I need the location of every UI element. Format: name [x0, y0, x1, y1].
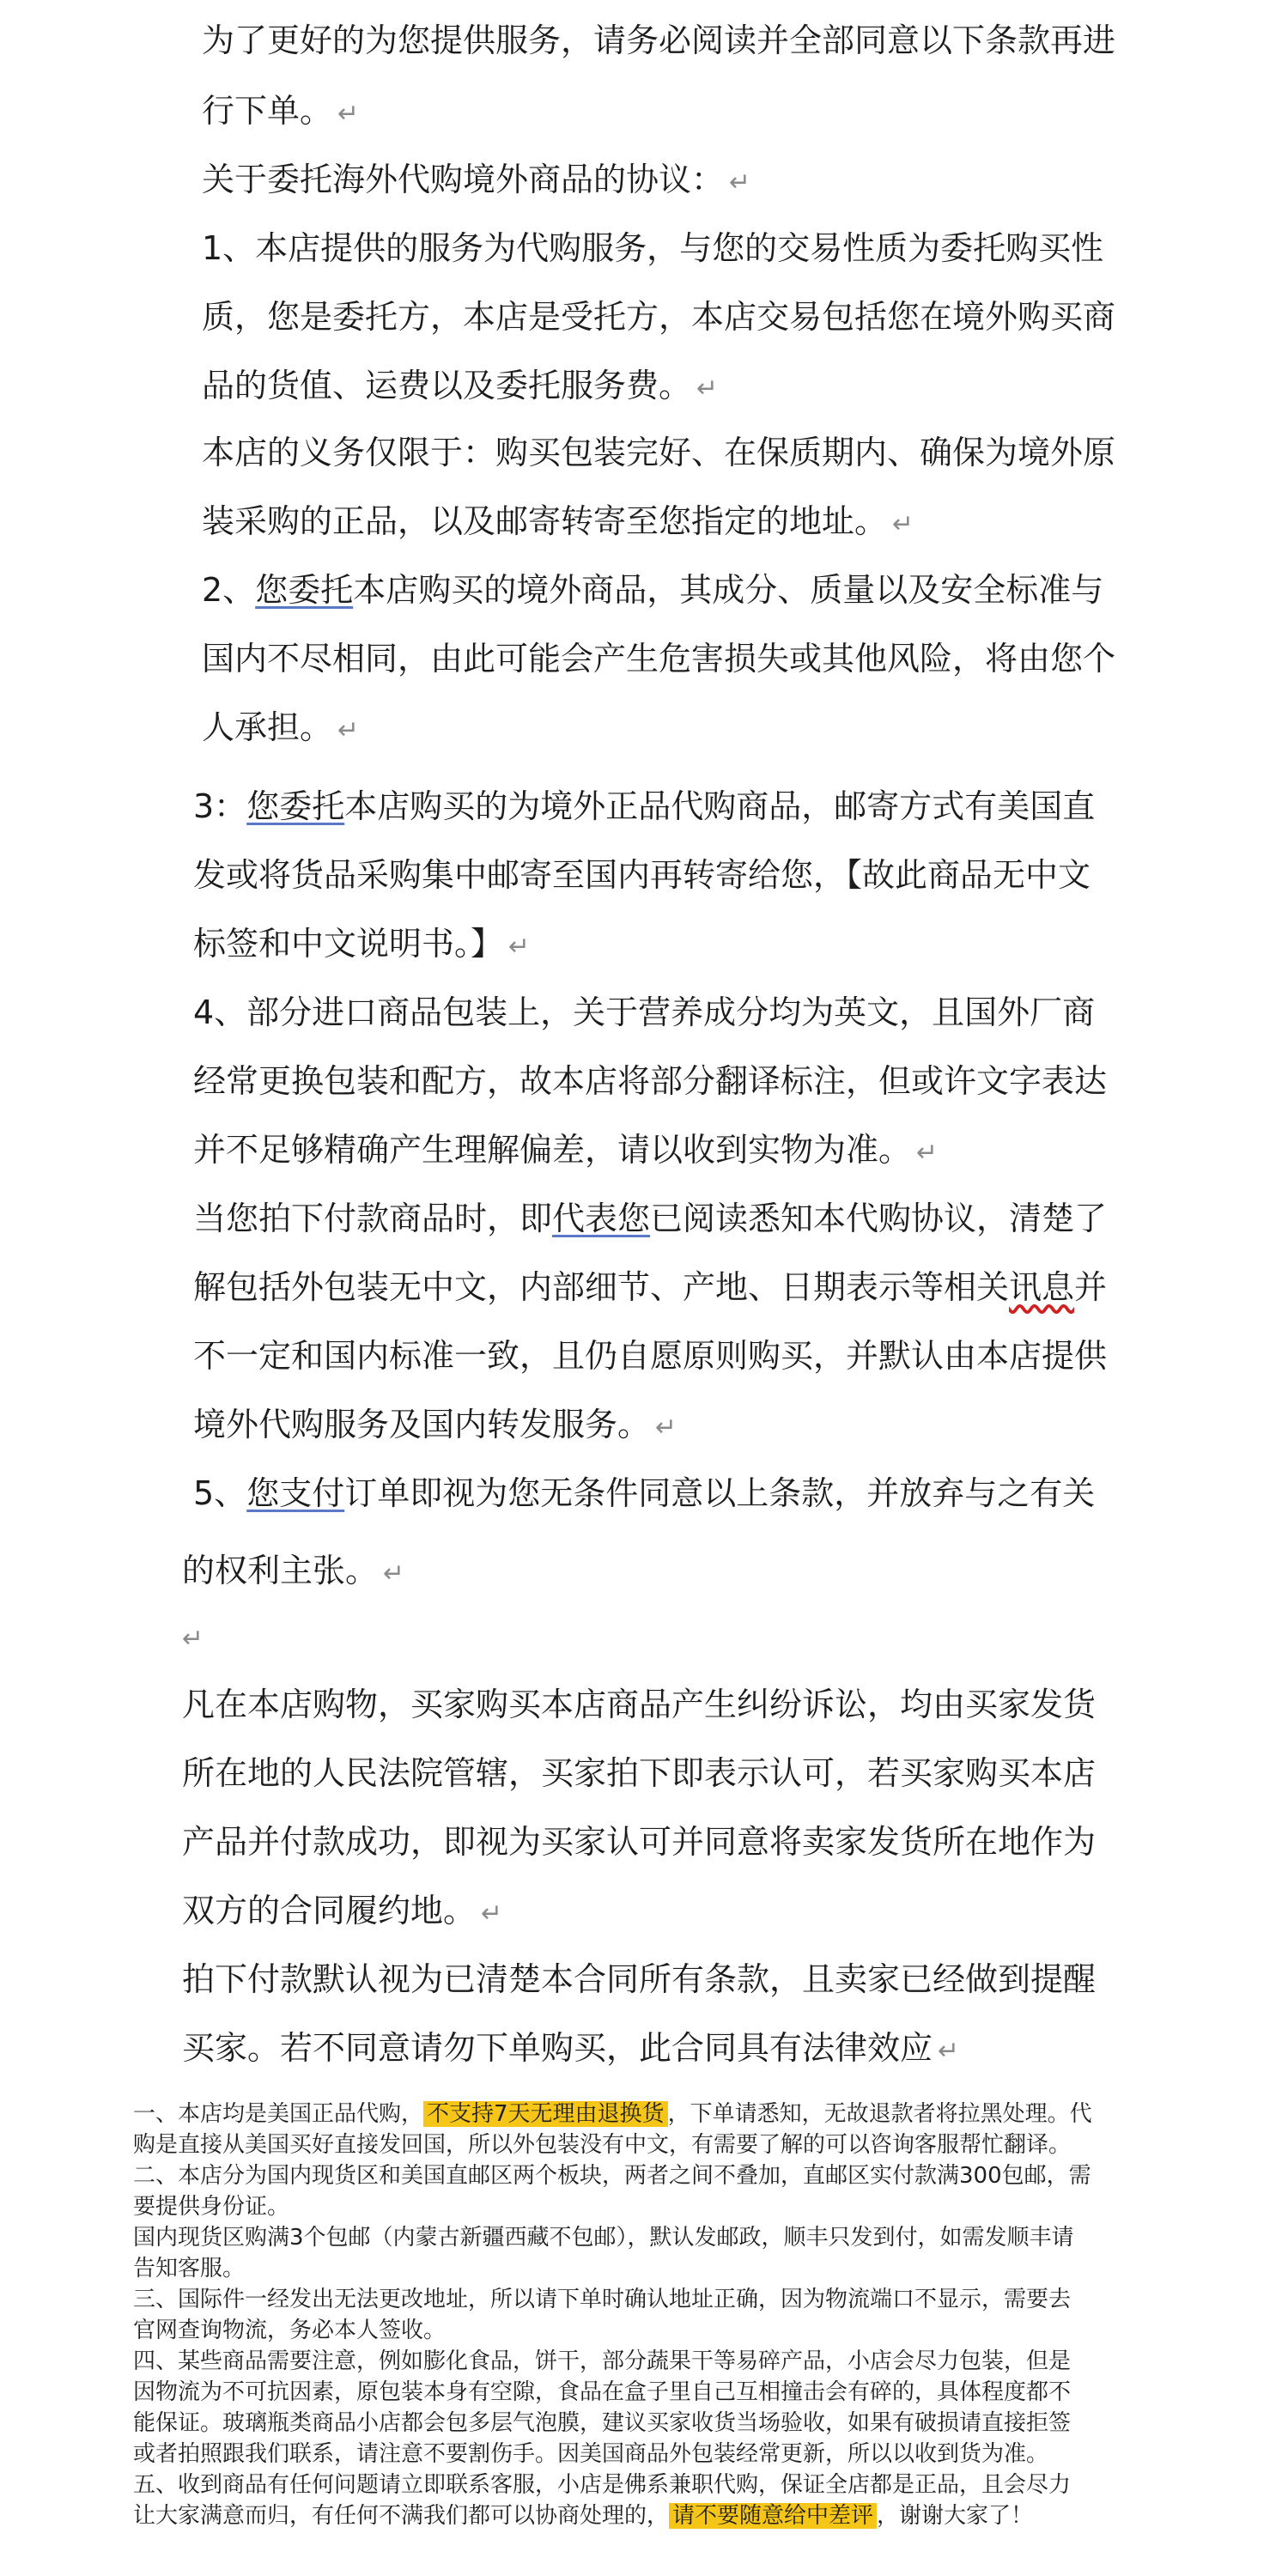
clause3-line-3: 标签和中文说明书。】 ↵ [193, 925, 531, 963]
obligation-line-2: 装采购的正品，以及邮寄转寄至您指定的地址。 ↵ [202, 502, 914, 540]
clause5-line-2: 的权利主张。 ↵ [182, 1552, 405, 1589]
return-mark-icon: ↵ [337, 99, 360, 129]
return-mark-icon: ↵ [696, 374, 719, 404]
intro-line-1: 为了更好的为您提供服务，请务必阅读并全部同意以下条款再进 [202, 21, 1116, 59]
notice-item1-line-1: 一、本店均是美国正品代购， 不支持7天无理由退换货 ，下单请悉知，无故退款者将拉黑处理。代 [133, 2101, 1092, 2127]
notice-item4-line-4: 或者拍照跟我们联系，请注意不要割伤手。因美国商品外包装经常更新，所以以收到货为准。 [133, 2441, 1049, 2467]
underlined-phrase: 您委托 [246, 787, 345, 825]
clause3-line-1: 3：您委托本店购买的为境外正品代购商品，邮寄方式有美国直 [193, 787, 1096, 825]
notice-domestic-line-2: 告知客服。 [133, 2256, 246, 2281]
clause2-line-3: 人承担。 ↵ [202, 708, 360, 746]
notice-domestic-line-1: 国内现货区购满3个包邮（内蒙古新疆西藏不包邮），默认发邮政，顺丰只发到付，如需发顺丰请 [133, 2225, 1074, 2251]
return-mark-icon: ↵ [729, 167, 751, 197]
notice-item4-line-3: 能保证。玻璃瓶类商品小店都会包多层气泡膜，建议买家收货当场验收，如果有破损请直接拒签 [133, 2410, 1072, 2436]
notice-item5-line-2: 让大家满意而归，有任何不满我们都可以协商处理的， 请不要随意给中差评 ，谢谢大家了！ [133, 2503, 1034, 2529]
notice-item4-line-1: 四、某些商品需要注意，例如膨化食品，饼干，部分蔬果干等易碎产品，小店会尽力包装，但是 [133, 2348, 1072, 2374]
payment-line-2: 解包括外包装无中文，内部细节、产地、日期表示等相关讯息并 [193, 1268, 1108, 1306]
return-mark-icon: ↵ [508, 932, 531, 962]
return-mark-icon: ↵ [655, 1413, 677, 1443]
intro-line-2: 行下单。 ↵ [202, 92, 360, 130]
return-mark-icon: ↵ [938, 2036, 960, 2066]
clause3-line-2: 发或将货品采购集中邮寄至国内再转寄给您，【故此商品无中文 [193, 856, 1091, 894]
jurisdiction-line-4: 双方的合同履约地。 ↵ [182, 1892, 503, 1929]
clause4-line-3: 并不足够精确产生理解偏差，请以收到实物为准。 ↵ [193, 1131, 939, 1169]
return-mark-icon: ↵ [892, 509, 914, 539]
highlighted-no-return-policy: 不支持7天无理由退换货 [423, 2101, 668, 2127]
clause4-line-2: 经常更换包装和配方，故本店将部分翻译标注，但或许文字表达 [193, 1062, 1108, 1100]
notice-item2-line-1: 二、本店分为国内现货区和美国直邮区两个板块，两者之间不叠加，直邮区实付款满300包邮，需 [133, 2163, 1091, 2189]
notice-item5-line-1: 五、收到商品有任何问题请立即联系客服，小店是佛系兼职代购，保证全店都是正品，且会尽力 [133, 2472, 1072, 2498]
final-line-2: 买家。若不同意请勿下单购买，此合同具有法律效应 ↵ [182, 2029, 960, 2067]
notice-item1-line-2: 购是直接从美国买好直接发回国，所以外包装没有中文，有需要了解的可以咨询客服帮忙翻译。 [133, 2132, 1072, 2158]
clause1-line-2: 质，您是委托方，本店是受托方，本店交易包括您在境外购买商 [202, 298, 1116, 336]
underlined-phrase: 您委托 [255, 571, 354, 609]
agreement-heading: 关于委托海外代购境外商品的协议： ↵ [202, 161, 751, 198]
return-mark-icon: ↵ [481, 1899, 503, 1929]
payment-line-4: 境外代购服务及国内转发服务。 ↵ [193, 1406, 677, 1443]
clause1-line-3: 品的货值、运费以及委托服务费。 ↵ [202, 367, 719, 404]
spellcheck-flagged-word: 讯息 [1009, 1268, 1075, 1306]
notice-item4-line-2: 因物流为不可抗因素，原包装本身有空隙，食品在盒子里自己互相撞击会有碎的，具体程度都不 [133, 2379, 1072, 2405]
notice-item3-line-1: 三、国际件一经发出无法更改地址，所以请下单时确认地址正确，因为物流端口不显示，需要去 [133, 2287, 1072, 2312]
obligation-line-1: 本店的义务仅限于：购买包装完好、在保质期内、确保为境外原 [202, 434, 1116, 471]
highlighted-no-bad-review: 请不要随意给中差评 [669, 2503, 877, 2529]
payment-line-1: 当您拍下付款商品时，即代表您已阅读悉知本代购协议，清楚了 [193, 1200, 1108, 1237]
jurisdiction-line-2: 所在地的人民法院管辖，买家拍下即表示认可，若买家购买本店 [182, 1754, 1097, 1792]
notice-item2-line-2: 要提供身份证。 [133, 2194, 290, 2220]
clause2-line-1: 2、您委托本店购买的境外商品，其成分、质量以及安全标准与 [202, 571, 1104, 609]
jurisdiction-line-1: 凡在本店购物，买家购买本店商品产生纠纷诉讼，均由买家发货 [182, 1686, 1097, 1723]
notice-item3-line-2: 官网查询物流，务必本人签收。 [133, 2318, 447, 2343]
clause2-line-2: 国内不尽相同，由此可能会产生危害损失或其他风险，将由您个 [202, 640, 1116, 677]
final-line-1: 拍下付款默认视为已清楚本合同所有条款，且卖家已经做到提醒 [182, 1960, 1097, 1998]
jurisdiction-line-3: 产品并付款成功，即视为买家认可并同意将卖家发货所在地作为 [182, 1823, 1097, 1861]
underlined-phrase: 您支付 [246, 1474, 345, 1512]
return-mark-icon: ↵ [182, 1624, 204, 1654]
underlined-phrase: 代表您 [552, 1200, 651, 1237]
return-mark-icon: ↵ [916, 1138, 939, 1168]
clause1-line-1: 1、本店提供的服务为代购服务，与您的交易性质为委托购买性 [202, 229, 1104, 267]
empty-paragraph [182, 1614, 204, 1661]
payment-line-3: 不一定和国内标准一致，且仍自愿原则购买，并默认由本店提供 [193, 1337, 1108, 1375]
clause4-line-1: 4、部分进口商品包装上，关于营养成分均为英文，且国外厂商 [193, 993, 1096, 1031]
return-mark-icon: ↵ [383, 1558, 405, 1589]
return-mark-icon: ↵ [337, 715, 360, 745]
clause5-line-1: 5、您支付订单即视为您无条件同意以上条款，并放弃与之有关 [193, 1474, 1096, 1512]
